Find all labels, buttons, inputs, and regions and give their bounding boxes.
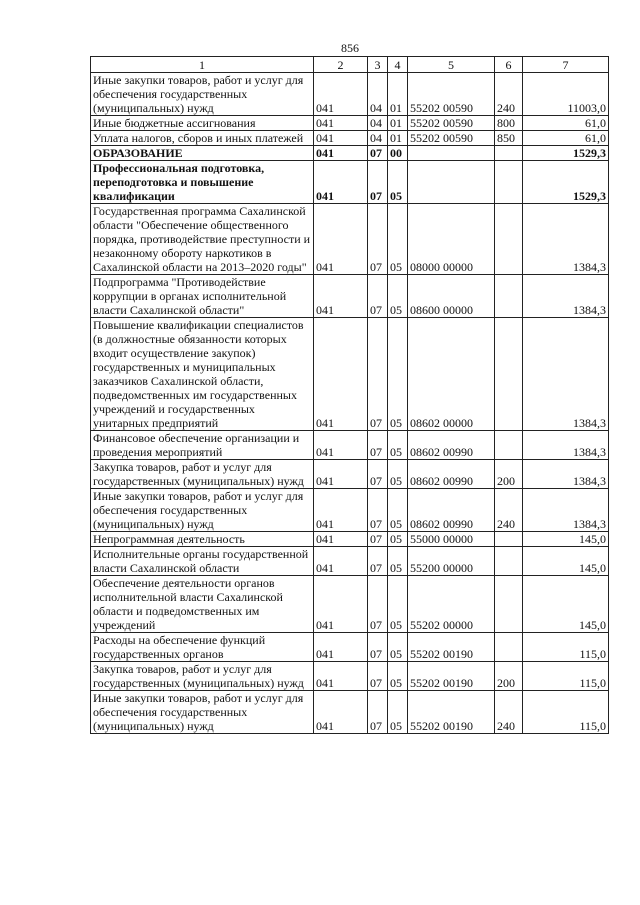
admin-code-cell: 041 (314, 460, 368, 489)
admin-code-cell: 041 (314, 131, 368, 146)
section-cell: 07 (368, 691, 388, 734)
column-header: 5 (408, 57, 495, 73)
table-row (91, 532, 609, 547)
table-row (91, 489, 609, 532)
table-row (91, 633, 609, 662)
row-name-cell: Обеспечение деятельности органов исполнительной власти Сахалинской области и подведомственных им учреждений (91, 576, 314, 633)
table-row (91, 576, 609, 633)
target-article-cell: 08600 00000 (408, 275, 495, 318)
row-name-cell: Иные закупки товаров, работ и услуг для обеспечения государственных (муниципальных) нужд (91, 73, 314, 116)
admin-code-cell: 041 (314, 633, 368, 662)
expense-type-cell (495, 547, 523, 576)
section-cell: 07 (368, 460, 388, 489)
expense-type-cell: 850 (495, 131, 523, 146)
target-article-cell: 08602 00990 (408, 460, 495, 489)
amount-cell: 115,0 (523, 662, 609, 691)
table-row (91, 275, 609, 318)
row-name-cell: Закупка товаров, работ и услуг для государственных (муниципальных) нужд (91, 460, 314, 489)
expense-type-cell (495, 431, 523, 460)
target-article-cell: 55200 00000 (408, 547, 495, 576)
target-article-cell: 08602 00990 (408, 489, 495, 532)
target-article-cell: 55202 00590 (408, 73, 495, 116)
amount-cell: 1384,3 (523, 204, 609, 275)
subsection-cell: 05 (388, 431, 408, 460)
section-cell: 04 (368, 73, 388, 116)
amount-cell: 11003,0 (523, 73, 609, 116)
column-header: 3 (368, 57, 388, 73)
row-name-cell: Иные закупки товаров, работ и услуг для обеспечения государственных (муниципальных) нужд (91, 489, 314, 532)
expense-type-cell (495, 161, 523, 204)
column-header: 1 (91, 57, 314, 73)
admin-code-cell: 041 (314, 146, 368, 161)
expense-type-cell (495, 633, 523, 662)
subsection-cell: 05 (388, 161, 408, 204)
subsection-cell: 05 (388, 532, 408, 547)
target-article-cell: 08000 00000 (408, 204, 495, 275)
target-article-cell: 08602 00000 (408, 318, 495, 431)
expense-type-cell (495, 204, 523, 275)
amount-cell: 1384,3 (523, 431, 609, 460)
admin-code-cell: 041 (314, 431, 368, 460)
table-row (91, 131, 609, 146)
row-name-cell: Государственная программа Сахалинской области "Обеспечение общественного порядка, противодействие преступности и незаконному обороту наркотиков в Сахалинской области на 2013–2020 годы" (91, 204, 314, 275)
table-row (91, 691, 609, 734)
target-article-cell: 55202 00590 (408, 131, 495, 146)
subsection-cell: 05 (388, 275, 408, 318)
expense-type-cell: 800 (495, 116, 523, 131)
amount-cell: 1529,3 (523, 161, 609, 204)
column-header: 2 (314, 57, 368, 73)
admin-code-cell: 041 (314, 691, 368, 734)
admin-code-cell: 041 (314, 275, 368, 318)
admin-code-cell: 041 (314, 161, 368, 204)
section-cell: 07 (368, 532, 388, 547)
section-cell: 04 (368, 116, 388, 131)
section-cell: 04 (368, 131, 388, 146)
subsection-cell: 05 (388, 204, 408, 275)
table-body (91, 73, 609, 734)
admin-code-cell: 041 (314, 662, 368, 691)
section-cell: 07 (368, 576, 388, 633)
expense-type-cell (495, 275, 523, 318)
table-row (91, 431, 609, 460)
column-header: 7 (523, 57, 609, 73)
subsection-cell: 05 (388, 662, 408, 691)
expense-type-cell (495, 532, 523, 547)
subsection-cell: 01 (388, 131, 408, 146)
row-name-cell: Иные бюджетные ассигнования (91, 116, 314, 131)
target-article-cell (408, 146, 495, 161)
admin-code-cell: 041 (314, 116, 368, 131)
row-name-cell: Исполнительные органы государственной власти Сахалинской области (91, 547, 314, 576)
target-article-cell: 55202 00190 (408, 662, 495, 691)
table-row (91, 146, 609, 161)
target-article-cell: 55202 00590 (408, 116, 495, 131)
target-article-cell: 55000 00000 (408, 532, 495, 547)
target-article-cell: 08602 00990 (408, 431, 495, 460)
row-name-cell: Расходы на обеспечение функций государственных органов (91, 633, 314, 662)
row-name-cell: Финансовое обеспечение организации и проведения мероприятий (91, 431, 314, 460)
subsection-cell: 01 (388, 73, 408, 116)
row-name-cell: Закупка товаров, работ и услуг для государственных (муниципальных) нужд (91, 662, 314, 691)
section-cell: 07 (368, 318, 388, 431)
expense-type-cell (495, 318, 523, 431)
table-row (91, 73, 609, 116)
admin-code-cell: 041 (314, 318, 368, 431)
table-row (91, 204, 609, 275)
table-row (91, 662, 609, 691)
amount-cell: 1384,3 (523, 489, 609, 532)
amount-cell: 61,0 (523, 116, 609, 131)
admin-code-cell: 041 (314, 73, 368, 116)
section-cell: 07 (368, 489, 388, 532)
table-row (91, 161, 609, 204)
section-cell: 07 (368, 547, 388, 576)
table-row (91, 460, 609, 489)
admin-code-cell: 041 (314, 532, 368, 547)
admin-code-cell: 041 (314, 547, 368, 576)
section-cell: 07 (368, 662, 388, 691)
subsection-cell: 00 (388, 146, 408, 161)
expense-type-cell: 200 (495, 460, 523, 489)
row-name-cell: Подпрограмма "Противодействие коррупции в органах исполнительной власти Сахалинской области" (91, 275, 314, 318)
amount-cell: 61,0 (523, 131, 609, 146)
section-cell: 07 (368, 275, 388, 318)
subsection-cell: 05 (388, 576, 408, 633)
row-name-cell: Профессиональная подготовка, переподготовка и повышение квалификации (91, 161, 314, 204)
target-article-cell: 55202 00190 (408, 633, 495, 662)
admin-code-cell: 041 (314, 489, 368, 532)
row-name-cell: ОБРАЗОВАНИЕ (91, 146, 314, 161)
subsection-cell: 05 (388, 547, 408, 576)
column-header: 4 (388, 57, 408, 73)
table-row (91, 116, 609, 131)
amount-cell: 115,0 (523, 691, 609, 734)
section-cell: 07 (368, 161, 388, 204)
target-article-cell: 55202 00000 (408, 576, 495, 633)
section-cell: 07 (368, 431, 388, 460)
target-article-cell: 55202 00190 (408, 691, 495, 734)
expense-type-cell: 200 (495, 662, 523, 691)
section-cell: 07 (368, 146, 388, 161)
row-name-cell: Иные закупки товаров, работ и услуг для обеспечения государственных (муниципальных) нужд (91, 691, 314, 734)
subsection-cell: 05 (388, 489, 408, 532)
expense-type-cell (495, 146, 523, 161)
amount-cell: 145,0 (523, 576, 609, 633)
section-cell: 07 (368, 204, 388, 275)
table-row (91, 318, 609, 431)
admin-code-cell: 041 (314, 576, 368, 633)
section-cell: 07 (368, 633, 388, 662)
table-header-row (91, 57, 609, 73)
subsection-cell: 05 (388, 318, 408, 431)
table-row (91, 547, 609, 576)
amount-cell: 145,0 (523, 532, 609, 547)
row-name-cell: Повышение квалификации специалистов (в должностные обязанности которых входит осуществление закупок) государственных и муниципальных заказчиков Сахалинской области, подведомственных им государственных учреждений и государственных унитарных предприятий (91, 318, 314, 431)
expense-type-cell: 240 (495, 73, 523, 116)
amount-cell: 1384,3 (523, 318, 609, 431)
expense-type-cell: 240 (495, 489, 523, 532)
subsection-cell: 05 (388, 691, 408, 734)
subsection-cell: 01 (388, 116, 408, 131)
budget-table (90, 56, 609, 734)
expense-type-cell (495, 576, 523, 633)
admin-code-cell: 041 (314, 204, 368, 275)
subsection-cell: 05 (388, 460, 408, 489)
page-number: 856 (341, 41, 359, 55)
column-header: 6 (495, 57, 523, 73)
expense-type-cell: 240 (495, 691, 523, 734)
amount-cell: 1384,3 (523, 460, 609, 489)
amount-cell: 115,0 (523, 633, 609, 662)
row-name-cell: Уплата налогов, сборов и иных платежей (91, 131, 314, 146)
row-name-cell: Непрограммная деятельность (91, 532, 314, 547)
subsection-cell: 05 (388, 633, 408, 662)
target-article-cell (408, 161, 495, 204)
amount-cell: 145,0 (523, 547, 609, 576)
amount-cell: 1384,3 (523, 275, 609, 318)
amount-cell: 1529,3 (523, 146, 609, 161)
